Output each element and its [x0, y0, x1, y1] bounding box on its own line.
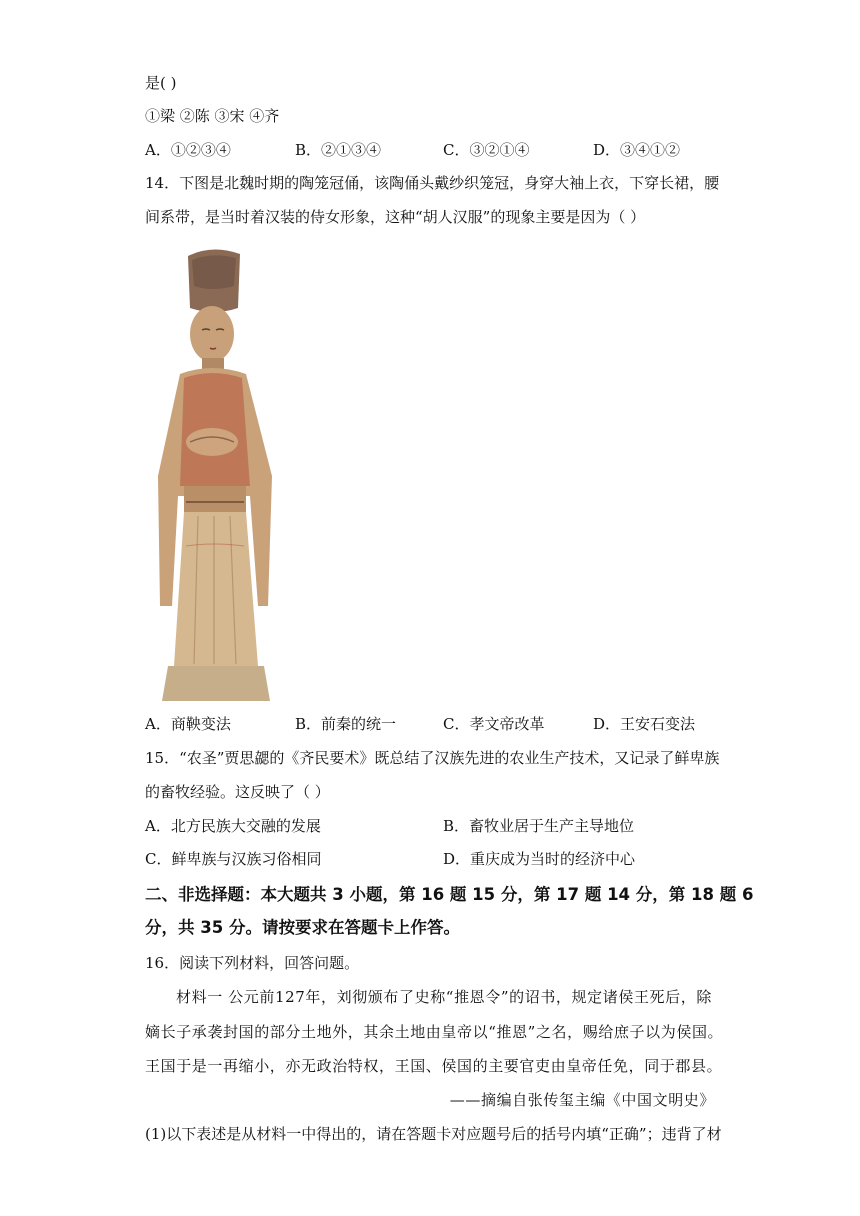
q14-option-c: C．孝文帝改革 — [443, 715, 545, 733]
q13-option-b: B．②①③④ — [295, 141, 382, 159]
q13-option-a: A．①②③④ — [145, 141, 231, 159]
q16-material-line-3: 王国于是一再缩小，亦无政治特权，王国、侯国的主要官吏由皇帝任免，同于郡县。 — [145, 1057, 723, 1075]
q15-option-c: C．鲜卑族与汉族习俗相同 — [145, 850, 322, 868]
q15-line-1: 15．“农圣”贾思勰的《齐民要术》既总结了汉族先进的农业生产技术，又记录了鲜卑族 — [145, 749, 720, 767]
q15-option-d: D．重庆成为当时的经济中心 — [443, 850, 636, 868]
q14-option-a: A．商鞅变法 — [145, 715, 231, 733]
q16-sub-question-1: (1)以下表述是从材料一中得出的，请在答题卡对应题号后的括号内填“正确”；违背了材 — [145, 1125, 722, 1143]
q13-items: ①梁 ②陈 ③宋 ④齐 — [145, 107, 280, 125]
section-2-heading-line-1: 二、非选择题：本大题共 3 小题，第 16 题 15 分，第 17 题 14 分，第 18 题 6 — [145, 885, 754, 904]
q13-stem-end: 是( ) — [145, 74, 177, 92]
q15-line-2: 的畜牧经验。这反映了（ ） — [145, 783, 330, 801]
q16-material-line-2: 嫡长子承袭封国的部分土地外，其余土地由皇帝以“推恩”之名，赐给庶子以为侯国。 — [145, 1023, 724, 1041]
pottery-figurine-image — [150, 246, 290, 701]
q14-option-b: B．前秦的统一 — [295, 715, 397, 733]
q14-option-d: D．王安石变法 — [593, 715, 696, 733]
q14-line-2: 间系带，是当时着汉装的侍女形象，这种“胡人汉服”的现象主要是因为（ ） — [145, 208, 646, 226]
q15-option-a: A．北方民族大交融的发展 — [145, 817, 321, 835]
q13-option-d: D．③④①② — [593, 141, 681, 159]
figurine-base — [162, 666, 270, 701]
figurine-skirt — [174, 512, 258, 666]
q16-material-line-1: 材料一 公元前127年，刘彻颁布了史称“推恩令”的诏书，规定诸侯王死后，除 — [176, 988, 712, 1006]
q14-line-1: 14．下图是北魏时期的陶笼冠俑，该陶俑头戴纱织笼冠，身穿大袖上衣，下穿长裙，腰 — [145, 174, 720, 192]
q16-intro: 16．阅读下列材料，回答问题。 — [145, 954, 360, 972]
q16-source: ——摘编自张传玺主编《中国文明史》 — [449, 1091, 715, 1109]
q13-option-c: C．③②①④ — [443, 141, 530, 159]
q15-option-b: B．畜牧业居于生产主导地位 — [443, 817, 635, 835]
figurine-face — [190, 306, 234, 362]
section-2-heading-line-2: 分，共 35 分。请按要求在答题卡上作答。 — [145, 918, 460, 937]
